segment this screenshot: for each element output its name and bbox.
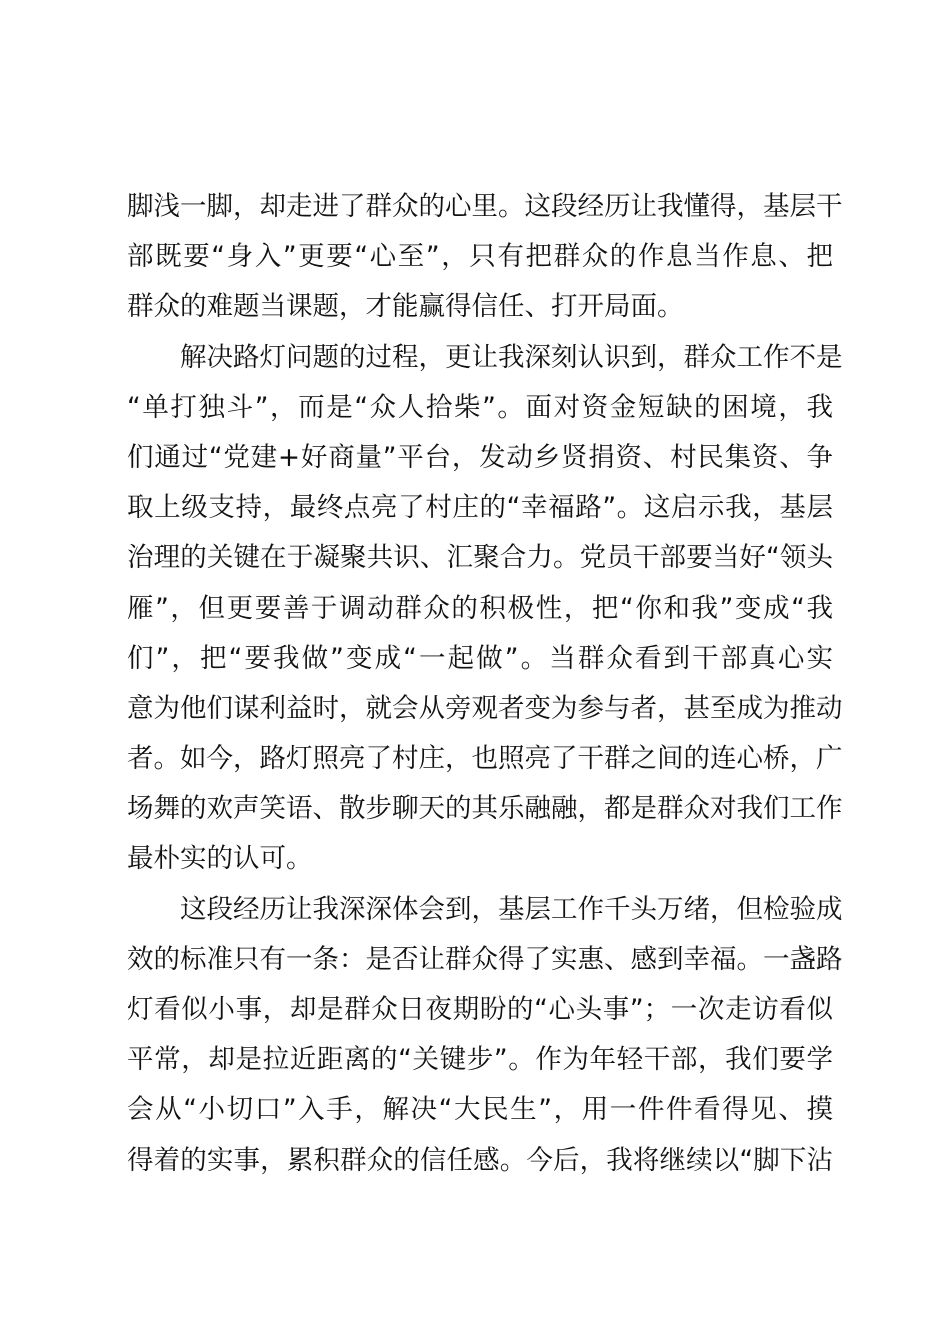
- text-line: 最朴实的认可。: [127, 843, 313, 875]
- text-line: 群众的难题当课题，才能赢得信任、打开局面。: [127, 291, 684, 323]
- text-line: 平常，却是拉近距离的“关键步”。作为年轻干部，我们要学: [127, 1044, 833, 1076]
- text-line: 们通过“党建+好商量”平台，发动乡贤捐资、村民集资、争: [127, 441, 833, 473]
- paragraph-1: [127, 182, 843, 333]
- text-line: 们”，把“要我做”变成“一起做”。当群众看到干部真心实: [127, 642, 833, 674]
- text-line: 脚浅一脚，却走进了群众的心里。这段经历让我懂得，基层干: [127, 191, 843, 222]
- text-line: 解决路灯问题的过程，更让我深刻认识到，群众工作不是: [127, 341, 843, 373]
- text-line: 得着的实事，累积群众的信任感。今后，我将继续以“脚下沾: [127, 1144, 833, 1176]
- text-line: 者。如今，路灯照亮了村庄，也照亮了干群之间的连心桥，广: [127, 743, 843, 775]
- text-line: 效的标准只有一条：是否让群众得了实惠、感到幸福。一盏路: [127, 943, 843, 975]
- document-body: [127, 182, 843, 1186]
- text-line: 场舞的欢声笑语、散步聊天的其乐融融，都是群众对我们工作: [127, 793, 843, 825]
- paragraph-3: [127, 885, 843, 1186]
- text-line: “单打独斗”，而是“众人拾柴”。面对资金短缺的困境，我: [127, 391, 833, 423]
- text-line: 意为他们谋利益时，就会从旁观者变为参与者，甚至成为推动: [127, 692, 843, 724]
- paragraph-2: [127, 333, 843, 885]
- text-line: 会从“小切口”入手，解决“大民生”，用一件件看得见、摸: [127, 1094, 833, 1126]
- text-line: 这段经历让我深深体会到，基层工作千头万绪，但检验成: [127, 893, 843, 925]
- text-line: 治理的关键在于凝聚共识、汇聚合力。党员干部要当好“领头: [127, 542, 833, 574]
- text-line: 灯看似小事，却是群众日夜期盼的“心头事”；一次走访看似: [127, 994, 833, 1025]
- text-line: 取上级支持，最终点亮了村庄的“幸福路”。这启示我，基层: [127, 492, 833, 524]
- text-line: 雁”，但更要善于调动群众的积极性，把“你和我”变成“我: [127, 592, 833, 624]
- text-line: 部既要“身入”更要“心至”，只有把群众的作息当作息、把: [127, 241, 833, 273]
